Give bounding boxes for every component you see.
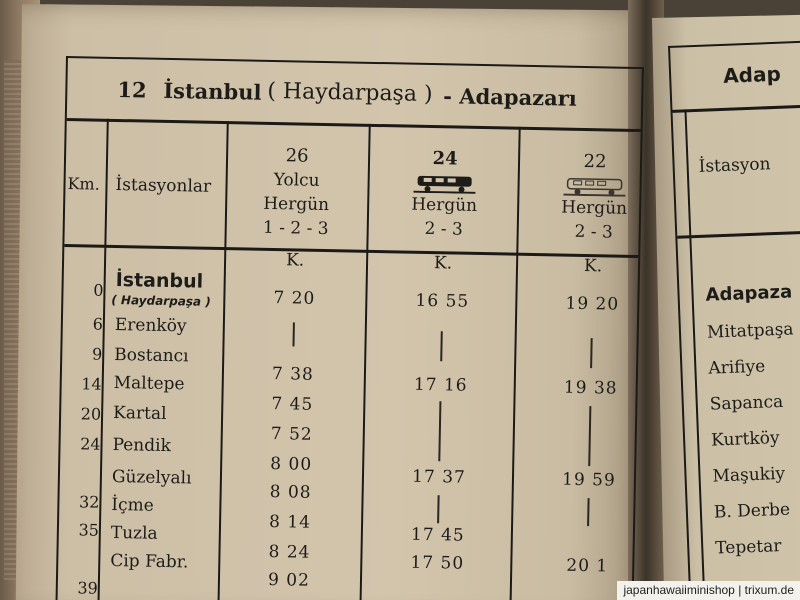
row-km: 9 <box>91 344 103 364</box>
time-cell: 7 45 <box>271 394 314 415</box>
row-km: 0 <box>93 280 104 300</box>
time-cell: 20 1 <box>566 555 609 577</box>
stations-column-header: İstasyonlar <box>115 174 212 197</box>
train-header-22 <box>518 149 670 246</box>
km-column-header: Km. <box>67 174 100 194</box>
right-title-rule <box>672 103 800 113</box>
row-station: Cip Fabr. <box>110 550 189 573</box>
row-station: Pendik <box>112 434 172 457</box>
right-station: Maşukiy <box>712 463 786 487</box>
right-station: Kurtköy <box>710 428 780 451</box>
right-station: Adapaza <box>705 281 793 306</box>
time-cell: 9 02 <box>267 569 311 591</box>
route-destination: - Adapazarı <box>443 83 578 111</box>
train-classes: 1 - 2 - 3 <box>262 217 329 240</box>
right-station: Sapanca <box>709 391 784 415</box>
time-cell: 8 08 <box>269 481 312 503</box>
train-days: Hergün <box>411 194 478 216</box>
time-cell: 8 00 <box>270 453 313 475</box>
railcar-icon <box>413 173 475 194</box>
train-classes: 2 - 3 <box>424 218 464 240</box>
time-cell: 7 52 <box>270 424 313 445</box>
row-station: Kartal <box>112 402 167 424</box>
row-km: 32 <box>78 492 100 512</box>
route-origin: İstanbul <box>163 77 262 105</box>
time-cell: 17 37 <box>411 466 466 488</box>
right-stations-header: İstasyon <box>698 154 771 177</box>
right-station: Tepetar <box>714 536 782 559</box>
departure-marker-22: K. <box>583 255 603 277</box>
route-via: ( Haydarpaşa ) <box>267 78 433 108</box>
time-cell: 19 59 <box>561 469 616 491</box>
right-station: B. Derbe <box>713 499 791 523</box>
time-cell: 17 50 <box>410 552 465 574</box>
train-days: Hergün <box>561 197 628 219</box>
right-column-divider <box>684 109 705 600</box>
train-number: 26 <box>285 145 309 167</box>
row-station: Erenköy <box>114 314 187 337</box>
pass-through-mark <box>587 498 590 526</box>
route-number: 12 <box>117 76 147 103</box>
right-page-timetable <box>668 39 800 600</box>
row-km: 20 <box>80 404 102 424</box>
column-header-row <box>64 118 640 258</box>
row-km: 35 <box>78 520 100 540</box>
row-km: 39 <box>77 578 98 598</box>
time-cell: 19 38 <box>563 377 618 399</box>
right-station: Arifiye <box>708 356 766 379</box>
train-days: Hergün <box>263 193 330 216</box>
pass-through-mark <box>588 406 591 466</box>
train-classes: 2 - 3 <box>574 221 613 243</box>
timetable-12 <box>55 56 644 600</box>
pass-through-mark <box>440 331 443 361</box>
pass-through-mark <box>590 338 593 368</box>
train-type: Yolcu <box>273 170 320 191</box>
row-station: İçme <box>111 494 154 516</box>
departure-marker-24: K. <box>433 253 453 274</box>
time-cell: 8 24 <box>268 541 311 563</box>
train-number: 22 <box>583 150 607 173</box>
time-cell: 19 20 <box>565 293 620 315</box>
row-km: 24 <box>80 434 101 454</box>
row-station: Bostancı <box>114 344 189 367</box>
row-station-sub: ( Haydarpaşa ) <box>111 292 211 309</box>
train-header-24 <box>369 146 521 243</box>
right-station: Mitatpaşa <box>706 319 794 343</box>
railcar-icon <box>563 176 625 197</box>
time-cell: 17 45 <box>410 524 465 546</box>
time-cell: 16 55 <box>415 290 470 312</box>
pass-through-mark <box>437 495 440 523</box>
departure-marker-26: K. <box>285 250 305 271</box>
row-station: Güzelyalı <box>111 466 192 489</box>
pass-through-mark <box>292 322 294 346</box>
pass-through-mark <box>438 401 441 461</box>
row-station: Maltepe <box>113 372 185 395</box>
row-km: 14 <box>81 374 102 394</box>
right-header-rule <box>677 229 800 239</box>
time-cell: 8 14 <box>268 511 312 533</box>
train-header-26 <box>221 143 373 242</box>
train-number: 24 <box>432 148 458 170</box>
time-cell: 7 38 <box>271 364 315 385</box>
row-station: İstanbul <box>115 268 204 293</box>
time-cell: 17 16 <box>413 374 468 396</box>
time-cell: 7 20 <box>273 288 316 309</box>
row-station: Tuzla <box>110 522 158 544</box>
row-km: 6 <box>92 314 104 334</box>
watermark-label: japanhawaiiminishop | trixum.de <box>617 581 800 600</box>
timetable-body <box>57 246 638 600</box>
right-page-title: Adap <box>722 61 782 88</box>
